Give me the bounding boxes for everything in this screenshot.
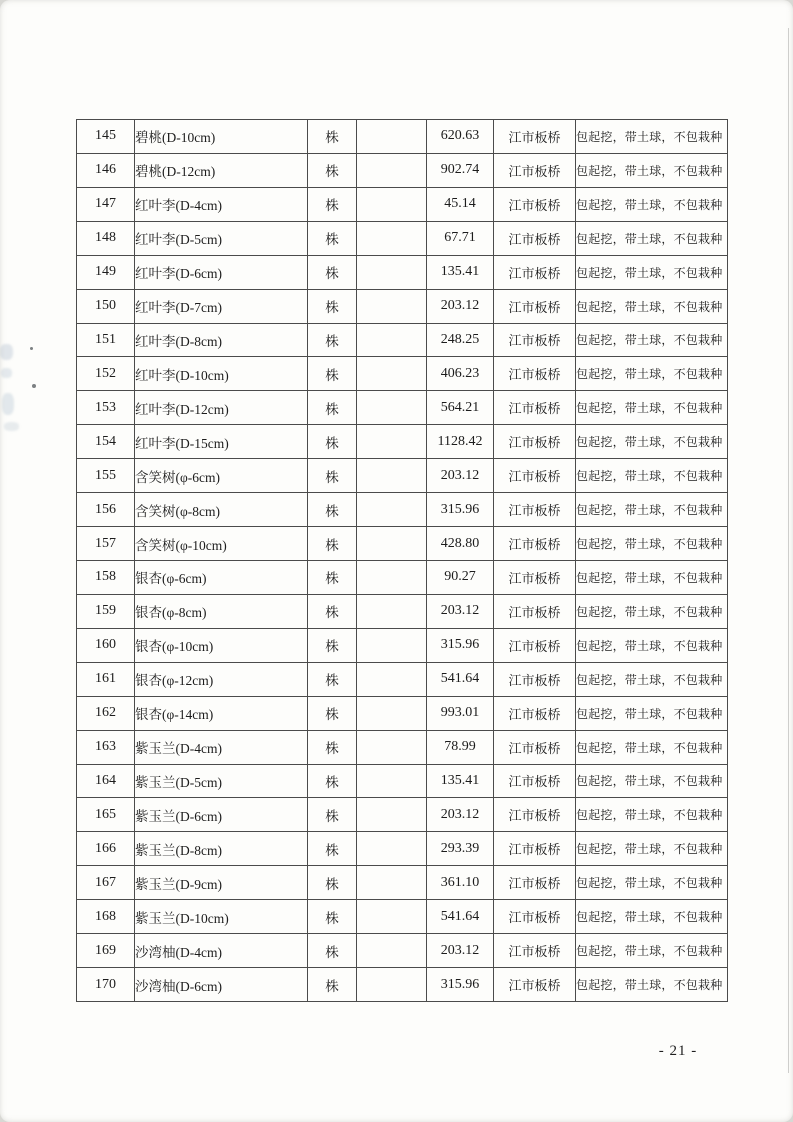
table-row [77, 120, 728, 154]
quantity-cell [357, 459, 427, 493]
plant-name-cell: 银杏(φ-14cm) [135, 696, 308, 730]
plant-name-cell: 沙湾柚(D-4cm) [135, 934, 308, 968]
quantity-cell [357, 832, 427, 866]
unit-cell: 株 [308, 357, 357, 391]
remark-cell: 包起挖，带土球，不包栽种 [576, 459, 728, 493]
location-cell: 江市板桥 [494, 662, 576, 696]
plant-name-cell: 银杏(φ-8cm) [135, 594, 308, 628]
location-cell: 江市板桥 [494, 527, 576, 561]
scan-speck-artifact [32, 384, 36, 388]
scan-smudge-artifact [1, 368, 12, 378]
location-cell: 江市板桥 [494, 730, 576, 764]
row-index-cell: 155 [77, 459, 135, 493]
row-index-cell: 149 [77, 255, 135, 289]
remark-cell: 包起挖，带土球，不包栽种 [576, 221, 728, 255]
unit-cell: 株 [308, 696, 357, 730]
price-cell: 248.25 [427, 323, 494, 357]
unit-cell: 株 [308, 120, 357, 154]
plant-price-table [76, 119, 728, 1002]
remark-cell: 包起挖，带土球，不包栽种 [576, 187, 728, 221]
plant-name-cell: 红叶李(D-15cm) [135, 425, 308, 459]
plant-name-cell: 紫玉兰(D-9cm) [135, 866, 308, 900]
quantity-cell [357, 289, 427, 323]
table-row [77, 764, 728, 798]
price-cell: 406.23 [427, 357, 494, 391]
row-index-cell: 159 [77, 594, 135, 628]
quantity-cell [357, 527, 427, 561]
quantity-cell [357, 696, 427, 730]
quantity-cell [357, 798, 427, 832]
table-row [77, 560, 728, 594]
quantity-cell [357, 934, 427, 968]
remark-cell: 包起挖，带土球，不包栽种 [576, 560, 728, 594]
price-cell: 902.74 [427, 153, 494, 187]
quantity-cell [357, 153, 427, 187]
table-row [77, 934, 728, 968]
row-index-cell: 150 [77, 289, 135, 323]
price-cell: 541.64 [427, 662, 494, 696]
row-index-cell: 164 [77, 764, 135, 798]
unit-cell: 株 [308, 187, 357, 221]
row-index-cell: 145 [77, 120, 135, 154]
row-index-cell: 160 [77, 628, 135, 662]
table-row [77, 696, 728, 730]
price-cell: 203.12 [427, 798, 494, 832]
table-row [77, 221, 728, 255]
unit-cell: 株 [308, 594, 357, 628]
row-index-cell: 167 [77, 866, 135, 900]
table-row [77, 391, 728, 425]
quantity-cell [357, 255, 427, 289]
location-cell: 江市板桥 [494, 934, 576, 968]
table-row [77, 153, 728, 187]
location-cell: 江市板桥 [494, 968, 576, 1002]
quantity-cell [357, 187, 427, 221]
location-cell: 江市板桥 [494, 832, 576, 866]
remark-cell: 包起挖，带土球，不包栽种 [576, 662, 728, 696]
remark-cell: 包起挖，带土球，不包栽种 [576, 120, 728, 154]
remark-cell: 包起挖，带土球，不包栽种 [576, 934, 728, 968]
row-index-cell: 166 [77, 832, 135, 866]
table-row [77, 493, 728, 527]
remark-cell: 包起挖，带土球，不包栽种 [576, 323, 728, 357]
scan-smudge-artifact [0, 344, 13, 360]
remark-cell: 包起挖，带土球，不包栽种 [576, 255, 728, 289]
quantity-cell [357, 493, 427, 527]
plant-name-cell: 紫玉兰(D-6cm) [135, 798, 308, 832]
price-cell: 203.12 [427, 594, 494, 628]
table-row [77, 594, 728, 628]
plant-name-cell: 红叶李(D-5cm) [135, 221, 308, 255]
price-cell: 564.21 [427, 391, 494, 425]
unit-cell: 株 [308, 289, 357, 323]
location-cell: 江市板桥 [494, 221, 576, 255]
location-cell: 江市板桥 [494, 357, 576, 391]
price-cell: 135.41 [427, 255, 494, 289]
remark-cell: 包起挖，带土球，不包栽种 [576, 153, 728, 187]
quantity-cell [357, 764, 427, 798]
price-cell: 203.12 [427, 459, 494, 493]
price-cell: 135.41 [427, 764, 494, 798]
remark-cell: 包起挖，带土球，不包栽种 [576, 696, 728, 730]
row-index-cell: 170 [77, 968, 135, 1002]
remark-cell: 包起挖，带土球，不包栽种 [576, 628, 728, 662]
row-index-cell: 146 [77, 153, 135, 187]
quantity-cell [357, 662, 427, 696]
plant-name-cell: 含笑树(φ-10cm) [135, 527, 308, 561]
table-row [77, 527, 728, 561]
location-cell: 江市板桥 [494, 696, 576, 730]
price-cell: 993.01 [427, 696, 494, 730]
remark-cell: 包起挖，带土球，不包栽种 [576, 425, 728, 459]
table-row [77, 866, 728, 900]
unit-cell: 株 [308, 730, 357, 764]
quantity-cell [357, 628, 427, 662]
unit-cell: 株 [308, 221, 357, 255]
price-cell: 203.12 [427, 934, 494, 968]
price-cell: 315.96 [427, 628, 494, 662]
row-index-cell: 169 [77, 934, 135, 968]
unit-cell: 株 [308, 662, 357, 696]
location-cell: 江市板桥 [494, 120, 576, 154]
price-table-body [77, 120, 728, 1002]
plant-name-cell: 红叶李(D-8cm) [135, 323, 308, 357]
table-row [77, 323, 728, 357]
plant-name-cell: 红叶李(D-4cm) [135, 187, 308, 221]
unit-cell: 株 [308, 798, 357, 832]
row-index-cell: 154 [77, 425, 135, 459]
location-cell: 江市板桥 [494, 323, 576, 357]
price-cell: 293.39 [427, 832, 494, 866]
quantity-cell [357, 323, 427, 357]
plant-name-cell: 红叶李(D-10cm) [135, 357, 308, 391]
table-row [77, 255, 728, 289]
location-cell: 江市板桥 [494, 628, 576, 662]
price-cell: 428.80 [427, 527, 494, 561]
location-cell: 江市板桥 [494, 255, 576, 289]
row-index-cell: 161 [77, 662, 135, 696]
location-cell: 江市板桥 [494, 560, 576, 594]
table-row [77, 289, 728, 323]
plant-name-cell: 银杏(φ-10cm) [135, 628, 308, 662]
location-cell: 江市板桥 [494, 798, 576, 832]
unit-cell: 株 [308, 527, 357, 561]
row-index-cell: 156 [77, 493, 135, 527]
unit-cell: 株 [308, 900, 357, 934]
remark-cell: 包起挖，带土球，不包栽种 [576, 730, 728, 764]
unit-cell: 株 [308, 391, 357, 425]
price-cell: 203.12 [427, 289, 494, 323]
location-cell: 江市板桥 [494, 900, 576, 934]
quantity-cell [357, 594, 427, 628]
unit-cell: 株 [308, 560, 357, 594]
row-index-cell: 158 [77, 560, 135, 594]
unit-cell: 株 [308, 934, 357, 968]
row-index-cell: 157 [77, 527, 135, 561]
table-row [77, 662, 728, 696]
table-row [77, 900, 728, 934]
remark-cell: 包起挖，带土球，不包栽种 [576, 832, 728, 866]
remark-cell: 包起挖，带土球，不包栽种 [576, 764, 728, 798]
table-row [77, 730, 728, 764]
quantity-cell [357, 357, 427, 391]
quantity-cell [357, 391, 427, 425]
location-cell: 江市板桥 [494, 187, 576, 221]
plant-name-cell: 紫玉兰(D-5cm) [135, 764, 308, 798]
quantity-cell [357, 120, 427, 154]
unit-cell: 株 [308, 153, 357, 187]
location-cell: 江市板桥 [494, 391, 576, 425]
plant-name-cell: 红叶李(D-12cm) [135, 391, 308, 425]
quantity-cell [357, 221, 427, 255]
price-cell: 90.27 [427, 560, 494, 594]
location-cell: 江市板桥 [494, 493, 576, 527]
location-cell: 江市板桥 [494, 153, 576, 187]
location-cell: 江市板桥 [494, 594, 576, 628]
row-index-cell: 152 [77, 357, 135, 391]
scan-edge-line [788, 28, 789, 1073]
unit-cell: 株 [308, 628, 357, 662]
location-cell: 江市板桥 [494, 459, 576, 493]
scan-smudge-artifact [2, 393, 14, 415]
plant-name-cell: 含笑树(φ-8cm) [135, 493, 308, 527]
plant-name-cell: 银杏(φ-12cm) [135, 662, 308, 696]
remark-cell: 包起挖，带土球，不包栽种 [576, 594, 728, 628]
unit-cell: 株 [308, 323, 357, 357]
location-cell: 江市板桥 [494, 866, 576, 900]
plant-name-cell: 红叶李(D-6cm) [135, 255, 308, 289]
scan-smudge-artifact [4, 422, 19, 431]
price-cell: 67.71 [427, 221, 494, 255]
row-index-cell: 165 [77, 798, 135, 832]
remark-cell: 包起挖，带土球，不包栽种 [576, 527, 728, 561]
remark-cell: 包起挖，带土球，不包栽种 [576, 866, 728, 900]
price-cell: 315.96 [427, 493, 494, 527]
remark-cell: 包起挖，带土球，不包栽种 [576, 289, 728, 323]
remark-cell: 包起挖，带土球，不包栽种 [576, 357, 728, 391]
row-index-cell: 168 [77, 900, 135, 934]
scan-speck-artifact [30, 347, 33, 350]
remark-cell: 包起挖，带土球，不包栽种 [576, 798, 728, 832]
row-index-cell: 147 [77, 187, 135, 221]
unit-cell: 株 [308, 425, 357, 459]
quantity-cell [357, 866, 427, 900]
table-row [77, 832, 728, 866]
unit-cell: 株 [308, 764, 357, 798]
location-cell: 江市板桥 [494, 289, 576, 323]
quantity-cell [357, 900, 427, 934]
plant-name-cell: 含笑树(φ-6cm) [135, 459, 308, 493]
table-row [77, 425, 728, 459]
plant-name-cell: 紫玉兰(D-4cm) [135, 730, 308, 764]
location-cell: 江市板桥 [494, 425, 576, 459]
plant-name-cell: 银杏(φ-6cm) [135, 560, 308, 594]
table-row [77, 459, 728, 493]
price-cell: 78.99 [427, 730, 494, 764]
unit-cell: 株 [308, 255, 357, 289]
quantity-cell [357, 425, 427, 459]
table-row [77, 187, 728, 221]
price-cell: 361.10 [427, 866, 494, 900]
quantity-cell [357, 730, 427, 764]
price-cell: 315.96 [427, 968, 494, 1002]
remark-cell: 包起挖，带土球，不包栽种 [576, 391, 728, 425]
page-number: - 21 - [658, 1043, 698, 1059]
plant-name-cell: 红叶李(D-7cm) [135, 289, 308, 323]
table-row [77, 628, 728, 662]
row-index-cell: 151 [77, 323, 135, 357]
price-cell: 1128.42 [427, 425, 494, 459]
plant-name-cell: 紫玉兰(D-8cm) [135, 832, 308, 866]
plant-name-cell: 沙湾柚(D-6cm) [135, 968, 308, 1002]
remark-cell: 包起挖，带土球，不包栽种 [576, 900, 728, 934]
plant-name-cell: 碧桃(D-10cm) [135, 120, 308, 154]
quantity-cell [357, 560, 427, 594]
row-index-cell: 148 [77, 221, 135, 255]
plant-name-cell: 碧桃(D-12cm) [135, 153, 308, 187]
table-row [77, 357, 728, 391]
row-index-cell: 153 [77, 391, 135, 425]
unit-cell: 株 [308, 832, 357, 866]
price-cell: 45.14 [427, 187, 494, 221]
row-index-cell: 162 [77, 696, 135, 730]
unit-cell: 株 [308, 866, 357, 900]
quantity-cell [357, 968, 427, 1002]
table-row [77, 968, 728, 1002]
table-row [77, 798, 728, 832]
location-cell: 江市板桥 [494, 764, 576, 798]
row-index-cell: 163 [77, 730, 135, 764]
price-cell: 620.63 [427, 120, 494, 154]
plant-name-cell: 紫玉兰(D-10cm) [135, 900, 308, 934]
remark-cell: 包起挖，带土球，不包栽种 [576, 968, 728, 1002]
unit-cell: 株 [308, 493, 357, 527]
unit-cell: 株 [308, 459, 357, 493]
unit-cell: 株 [308, 968, 357, 1002]
price-cell: 541.64 [427, 900, 494, 934]
remark-cell: 包起挖，带土球，不包栽种 [576, 493, 728, 527]
